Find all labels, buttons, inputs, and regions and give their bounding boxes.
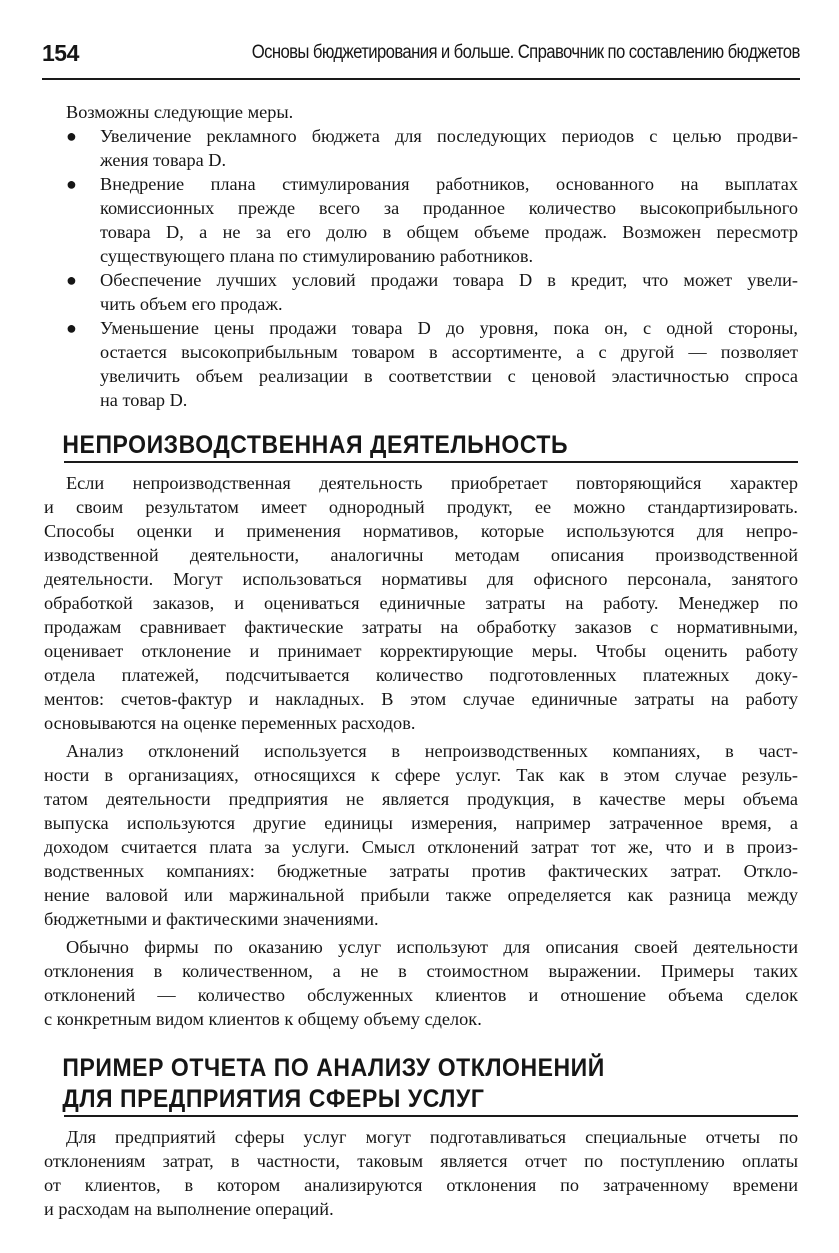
text-line: отдела платежей, подсчитывается количество подготовленных платежных доку-: [44, 665, 798, 685]
text-line: чить объем его продаж.: [100, 294, 283, 314]
text-line: татом деятельности предприятия не является продукция, в качестве меры объема: [44, 789, 798, 809]
text-line: Для предприятий сферы услуг могут подготавливаться специальные отчеты по: [66, 1127, 798, 1147]
text-line: отклонениям затрат, в частности, таковым является отчет по поступлению оплаты: [44, 1151, 798, 1171]
text-line: существующего плана по стимулированию работников.: [100, 246, 534, 266]
paragraph: [44, 1125, 798, 1221]
text-line: основываются на оценке переменных расходов.: [44, 713, 416, 733]
text-line: товара D, а не за его долю в общем объеме продаж. Возможен пересмотр: [100, 222, 798, 242]
paragraph: [44, 935, 798, 1031]
text-line: ментов: счетов-фактур и накладных. В этом случае единичные затраты на работу: [44, 689, 798, 709]
text-line: комиссионных прежде всего за проданное количество высокоприбыльного: [100, 198, 798, 218]
text-line: ности в организациях, относящихся к сфере услуг. Так как в этом случае резуль-: [44, 765, 798, 785]
bullet-dot-icon: ●: [66, 174, 77, 194]
text-line: жения товара D.: [100, 150, 227, 170]
bullet-item: [44, 316, 798, 412]
text-line: увеличить объем реализации в соответствии с ценовой эластичностью спроса: [100, 366, 798, 386]
running-title: Основы бюджетирования и больше. Справочник по составлению бюджетов: [251, 42, 800, 63]
text-line: Внедрение плана стимулирования работников, основанного на выплатах: [100, 174, 798, 194]
text-line: водственных компаниях: бюджетные затраты против фактических затрат. Откло-: [44, 861, 798, 881]
text-line: Если непроизводственная деятельность приобретает повторяющийся характер: [66, 473, 798, 493]
text-line: Увеличение рекламного бюджета для последующих периодов с целью продви-: [100, 126, 798, 146]
intro-text: Возможны следующие меры.: [66, 102, 294, 122]
text-line: Обычно фирмы по оказанию услуг используют для описания своей деятельности: [66, 937, 798, 957]
text-line: отклонений — количество обслуженных клиентов и отношение объема сделок: [44, 985, 798, 1005]
bullet-item: [44, 124, 798, 172]
text-line: на товар D.: [100, 390, 188, 410]
bullet-dot-icon: ●: [66, 318, 77, 338]
text-line: от клиентов, в котором анализируются отклонения по затраченному времени: [44, 1175, 798, 1195]
text-line: Уменьшение цены продажи товара D до уровня, пока он, с одной стороны,: [100, 318, 798, 338]
text-line: и своим результатом имеет однородный продукт, ее можно стандартизировать.: [44, 497, 798, 517]
bullet-dot-icon: ●: [66, 126, 77, 146]
text-line: Анализ отклонений используется в непроизводственных компаниях, в част-: [66, 741, 798, 761]
bullet-item: [44, 268, 798, 316]
text-line: выпуска используются другие единицы измерения, например затраченное время, а: [44, 813, 798, 833]
text-line: деятельности. Могут использоваться нормативы для офисного персонала, занятого: [44, 569, 798, 589]
page-header: [42, 38, 800, 80]
bullet-dot-icon: ●: [66, 270, 77, 290]
bullet-item: [44, 172, 798, 268]
text-line: Способы оценки и применения нормативов, которые используются для непро-: [44, 521, 798, 541]
text-line: продажам сравнивает фактические затраты на обработку заказов с нормативными,: [44, 617, 798, 637]
text-line: оценивает отклонение и принимает корректирующие меры. Чтобы оценить работу: [44, 641, 798, 661]
text-line: доходом считается плата за услуги. Смысл отклонений затрат тот же, что и в произ-: [44, 837, 798, 857]
text-line: изводственной деятельности, аналогичны методам описания производственной: [44, 545, 798, 565]
page-number: 154: [42, 40, 79, 66]
text-line: нение валовой или маржинальной прибыли также определяется как разница между: [44, 885, 798, 905]
text-line: отклонения в количественном, а не в стоимостном выражении. Примеры таких: [44, 961, 798, 981]
paragraph: [44, 739, 798, 931]
text-line: с конкретным видом клиентов к общему объему сделок.: [44, 1009, 482, 1029]
paragraph: [44, 471, 798, 735]
text-line: бюджетными и фактическими значениями.: [44, 909, 379, 929]
page-content: [44, 100, 798, 1221]
section-heading: НЕПРОИЗВОДСТВЕННАЯ ДЕЯТЕЛЬНОСТЬ: [62, 431, 569, 459]
text-line: Обеспечение лучших условий продажи товара D в кредит, что может увели-: [100, 270, 798, 290]
text-line: обработкой заказов, и оцениваться единичные затраты на работу. Менеджер по: [44, 593, 798, 613]
text-line: остается высокоприбыльным товаром в ассортименте, а с другой — позволяет: [100, 342, 798, 362]
text-line: и расходам на выполнение операций.: [44, 1199, 334, 1219]
section-heading-line: ПРИМЕР ОТЧЕТА ПО АНАЛИЗУ ОТКЛОНЕНИЙ: [62, 1054, 605, 1082]
section-heading-line: ДЛЯ ПРЕДПРИЯТИЯ СФЕРЫ УСЛУГ: [62, 1085, 485, 1113]
